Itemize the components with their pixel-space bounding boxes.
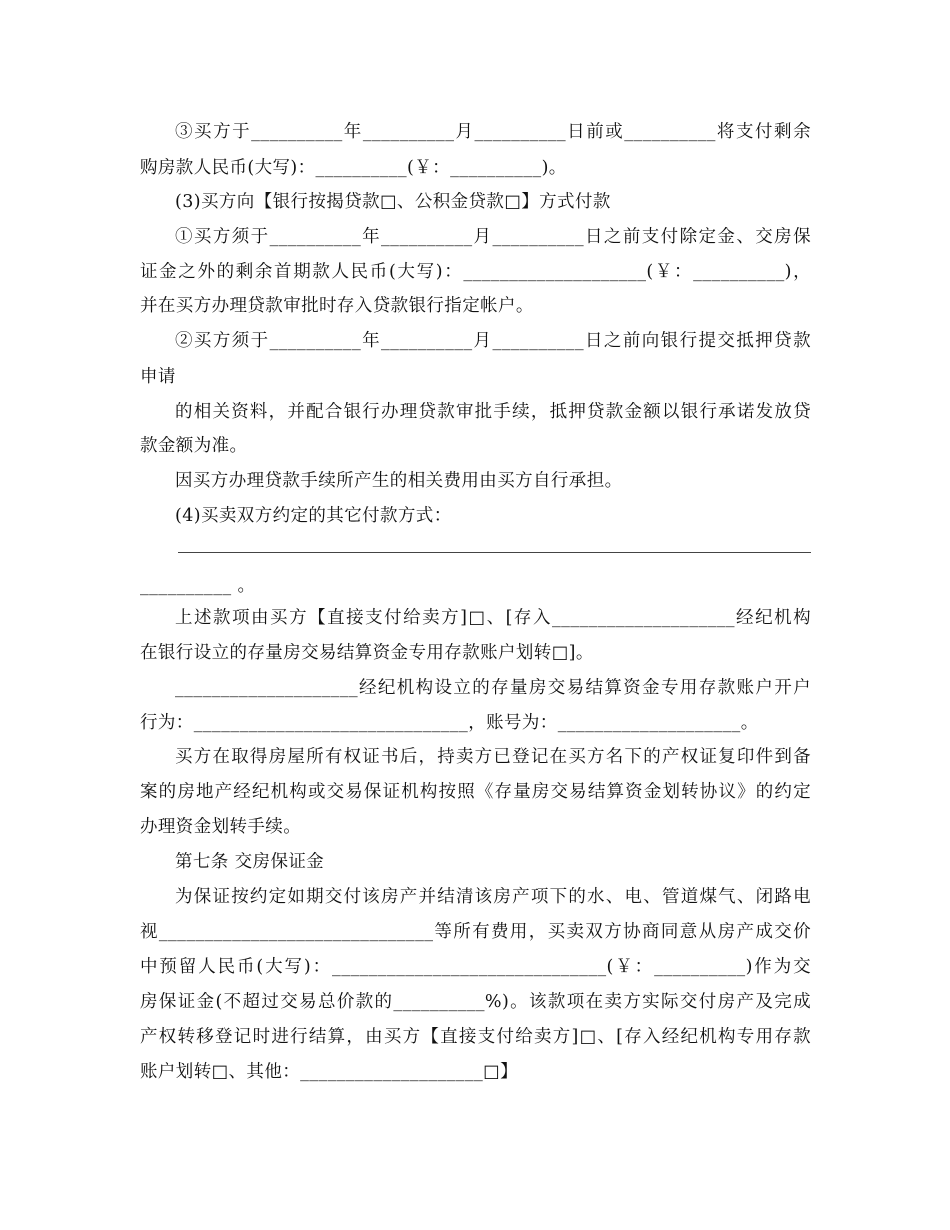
text-line: 办理资金划转手续。 — [140, 817, 302, 837]
text-line: 视______________________________等所有费用，买卖双方协商同意从房产成交价 — [140, 922, 811, 942]
text-line: 在银行设立的存量房交易结算资金专用存款账户划转□]。 — [140, 643, 594, 663]
text-line: 买方在取得房屋所有权证书后，持卖方已登记在买方名下的产权证复印件到备 — [175, 747, 811, 767]
section-heading: 第七条 交房保证金 — [175, 852, 325, 872]
text-line: __________ 。 — [140, 576, 256, 596]
text-line: 中预留人民币(大写)：______________________________(￥：__________)作为交 — [140, 957, 811, 977]
text-line: 房保证金(不超过交易总价款的__________%)。该款项在卖方实际交付房产及完成 — [140, 992, 811, 1012]
text-line: (3)买方向【银行按揭贷款□、公积金贷款□】方式付款 — [175, 192, 611, 212]
text-line: 并在买方办理贷款审批时存入贷款银行指定帐户。 — [140, 296, 534, 316]
text-line: ①买方须于__________年__________月__________日之前支付除定金、交房保 — [175, 227, 811, 247]
text-line: 证金之外的剩余首期款人民币(大写)：____________________(￥：__________)， — [140, 262, 811, 282]
text-line: 为保证按约定如期交付该房产并结清该房产项下的水、电、管道煤气、闭路电 — [175, 887, 811, 907]
blank-fill-line — [178, 552, 811, 553]
text-line: 因买方办理贷款手续所产生的相关费用由买方自行承担。 — [175, 471, 623, 491]
text-line: 案的房地产经纪机构或交易保证机构按照《存量房交易结算资金划转协议》的约定 — [140, 782, 811, 802]
text-line: ③买方于__________年__________月__________日前或__________将支付剩余 — [175, 122, 811, 142]
text-line: (4)买卖双方约定的其它付款方式： — [175, 506, 452, 526]
text-line: 账户划转□、其他：____________________□】 — [140, 1062, 518, 1082]
text-line: 购房款人民币(大写)：__________(￥：__________)。 — [140, 158, 567, 178]
text-line: 的相关资料，并配合银行办理贷款审批手续，抵押贷款金额以银行承诺发放贷 — [175, 402, 811, 422]
text-line: ②买方须于__________年__________月__________日之前向银行提交抵押贷款 — [175, 331, 811, 351]
text-line: 产权转移登记时进行结算，由买方【直接支付给卖方]□、[存入经纪机构专用存款 — [140, 1027, 811, 1047]
text-line: 行为：______________________________，账号为：____________________。 — [140, 713, 759, 733]
text-line: ____________________经纪机构设立的存量房交易结算资金专用存款账户开户 — [175, 678, 811, 698]
text-line: 款金额为准。 — [140, 436, 248, 456]
text-line: 上述款项由买方【直接支付给卖方]□、[存入____________________经纪机构 — [175, 608, 811, 628]
text-line: 申请 — [140, 367, 176, 387]
